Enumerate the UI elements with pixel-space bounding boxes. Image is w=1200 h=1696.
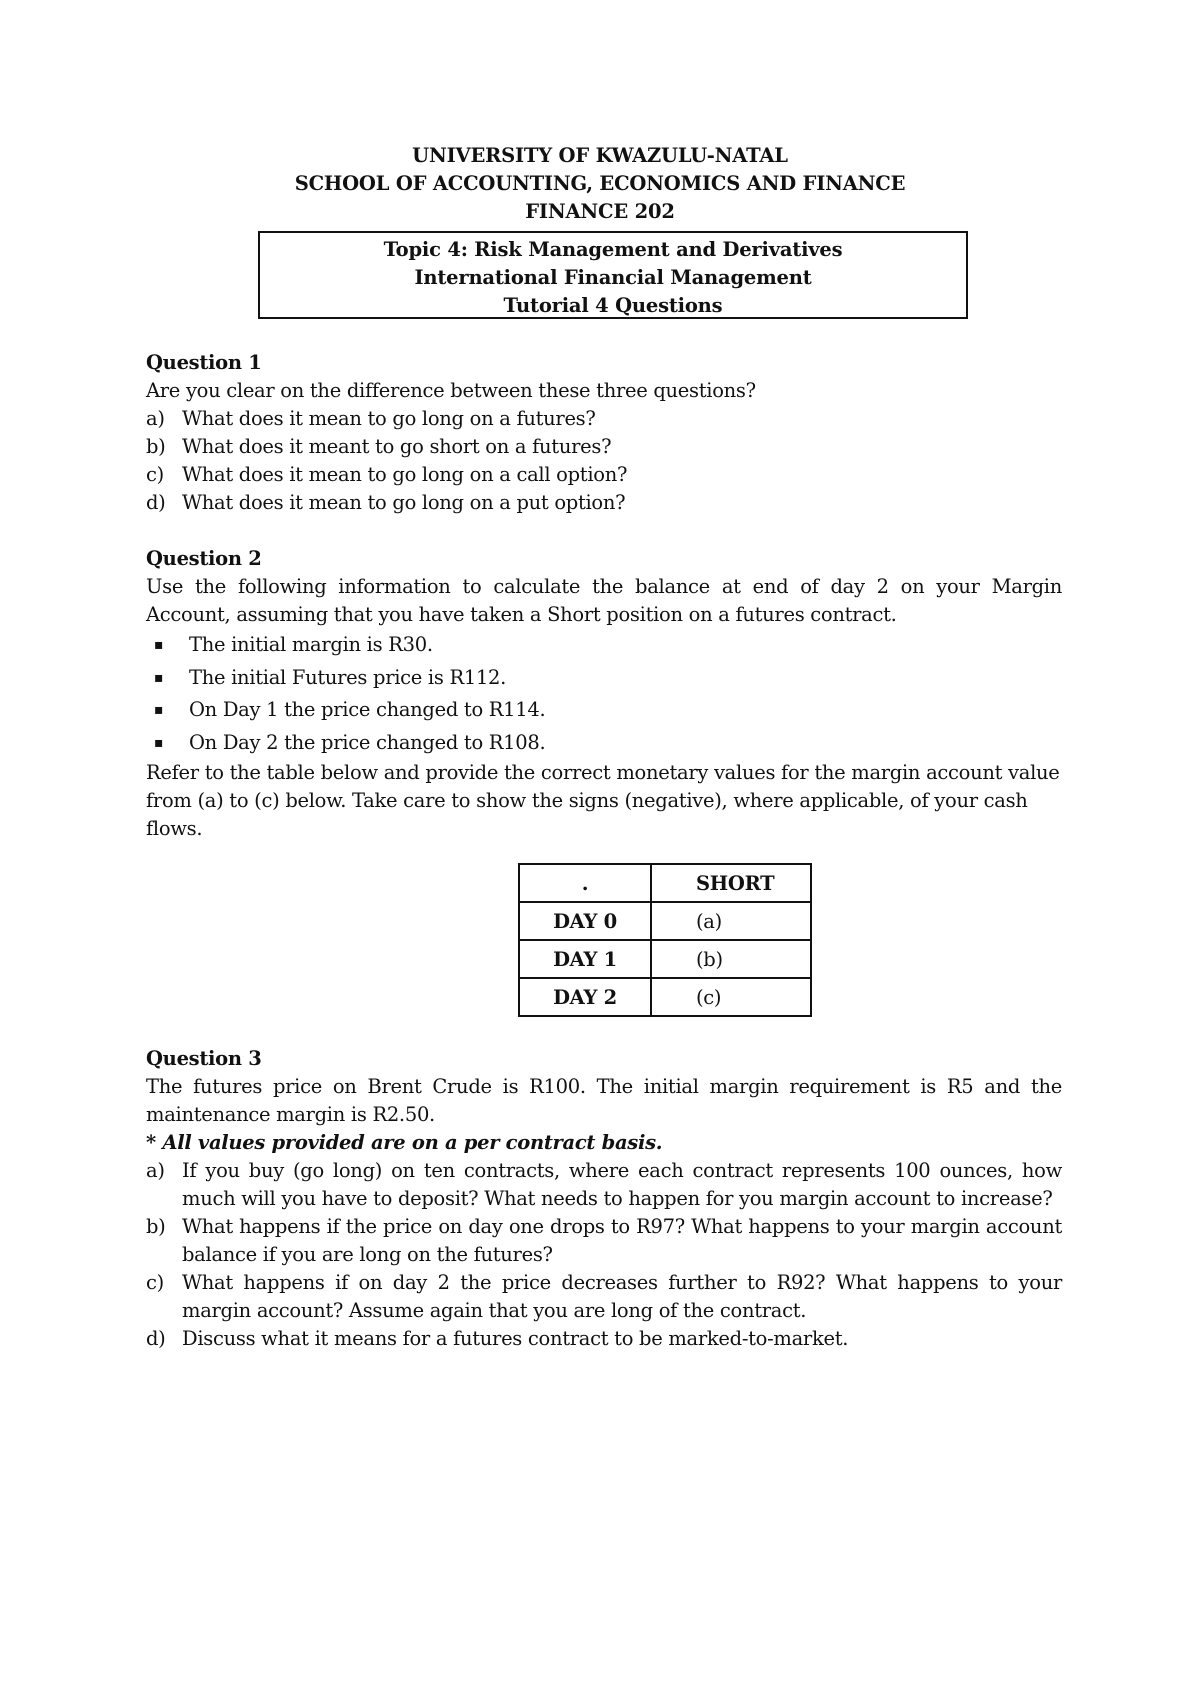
topic-box: [258, 231, 968, 319]
list-marker: d): [146, 491, 166, 514]
margin-account-table: [518, 863, 812, 1017]
document-body: [146, 349, 1062, 1353]
list-text: What does it meant to go short on a futures?: [182, 435, 612, 458]
question-1-intro: Are you clear on the difference between these three questions?: [146, 379, 756, 402]
question-2-title: Question 2: [146, 547, 262, 570]
topic-title: Topic 4: Risk Management and Derivatives: [383, 238, 843, 261]
square-bullet-icon: ▪: [154, 637, 164, 653]
list-item: [146, 461, 1062, 489]
list-item: [146, 1213, 1062, 1269]
list-text: What does it mean to go long on a call option?: [182, 463, 628, 486]
table-cell-day: DAY 2: [519, 978, 651, 1016]
table-cell-value: (b): [651, 940, 811, 978]
list-item: [146, 662, 1062, 695]
list-text: What happens if the price on day one drops to R97? What happens to your margin account balance if you are long on the futures?: [182, 1215, 1062, 1266]
list-text: On Day 2 the price changed to R108.: [189, 730, 546, 754]
list-marker: a): [146, 1159, 165, 1182]
list-marker: a): [146, 407, 165, 430]
question-3-note: * All values provided are on a per contract basis.: [146, 1131, 663, 1154]
list-marker: b): [146, 1215, 166, 1238]
square-bullet-icon: ▪: [154, 669, 164, 686]
table-row: [519, 940, 811, 978]
question-3-list: [146, 1157, 1062, 1353]
question-3: [146, 1045, 1062, 1353]
subject-title: International Financial Management: [414, 266, 812, 289]
question-2-intro: Use the following information to calculate the balance at end of day 2 on your Margin Account, assuming that you have taken a Short position on a futures contract.: [146, 575, 1062, 626]
table-header-cell: SHORT: [651, 864, 811, 902]
question-1-title: Question 1: [146, 351, 262, 374]
table-cell-value: (c): [651, 978, 811, 1016]
list-item: [146, 694, 1062, 727]
list-item: [146, 629, 1062, 662]
question-3-title: Question 3: [146, 1047, 262, 1070]
list-marker: d): [146, 1327, 166, 1350]
question-2-instruction: Refer to the table below and provide the correct monetary values for the margin account value from (a) to (c) below. Take care to show the signs (negative), where applicable, of your cash flows.: [146, 761, 1060, 840]
table-header-cell: .: [519, 864, 651, 902]
list-text: If you buy (go long) on ten contracts, where each contract represents 100 ounces, how much will you have to deposit? What needs to happen for you margin account to increase?: [182, 1159, 1062, 1210]
question-2-bullets: [146, 629, 1062, 759]
table-cell-value: (a): [651, 902, 811, 940]
list-item: [146, 727, 1062, 760]
course-code: FINANCE 202: [525, 200, 675, 223]
list-text: The initial margin is R30.: [189, 633, 433, 656]
list-item: [146, 1157, 1062, 1213]
table-cell-day: DAY 1: [519, 940, 651, 978]
list-marker: c): [146, 463, 164, 486]
document-header: [0, 142, 1200, 226]
list-item: [146, 433, 1062, 461]
table-cell-day: DAY 0: [519, 902, 651, 940]
question-3-intro: The futures price on Brent Crude is R100. The initial margin requirement is R5 and the maintenance margin is R2.50.: [146, 1075, 1062, 1126]
list-text: What does it mean to go long on a futures?: [182, 407, 596, 430]
question-1-list: [146, 405, 1062, 517]
square-bullet-icon: ▪: [154, 734, 164, 751]
list-text: What happens if on day 2 the price decreases further to R92? What happens to your margin account? Assume again that you are long of the contract.: [182, 1271, 1062, 1322]
list-item: [146, 489, 1062, 517]
list-text: What does it mean to go long on a put option?: [182, 491, 626, 514]
university-name: UNIVERSITY OF KWAZULU-NATAL: [412, 144, 788, 167]
list-marker: c): [146, 1271, 164, 1294]
table-header-row: [519, 864, 811, 902]
list-item: [146, 405, 1062, 433]
table-row: [519, 902, 811, 940]
table-row: [519, 978, 811, 1016]
list-item: [146, 1269, 1062, 1325]
school-name: SCHOOL OF ACCOUNTING, ECONOMICS AND FINANCE: [294, 172, 906, 195]
list-text: On Day 1 the price changed to R114.: [189, 698, 546, 721]
question-2: [146, 545, 1062, 1017]
list-item: [146, 1325, 1062, 1353]
list-text: Discuss what it means for a futures contract to be marked-to-market.: [182, 1327, 849, 1350]
list-marker: b): [146, 435, 166, 458]
list-text: The initial Futures price is R112.: [189, 665, 507, 689]
tutorial-title: Tutorial 4 Questions: [503, 294, 723, 317]
square-bullet-icon: ▪: [154, 702, 164, 718]
question-1: [146, 349, 1062, 517]
